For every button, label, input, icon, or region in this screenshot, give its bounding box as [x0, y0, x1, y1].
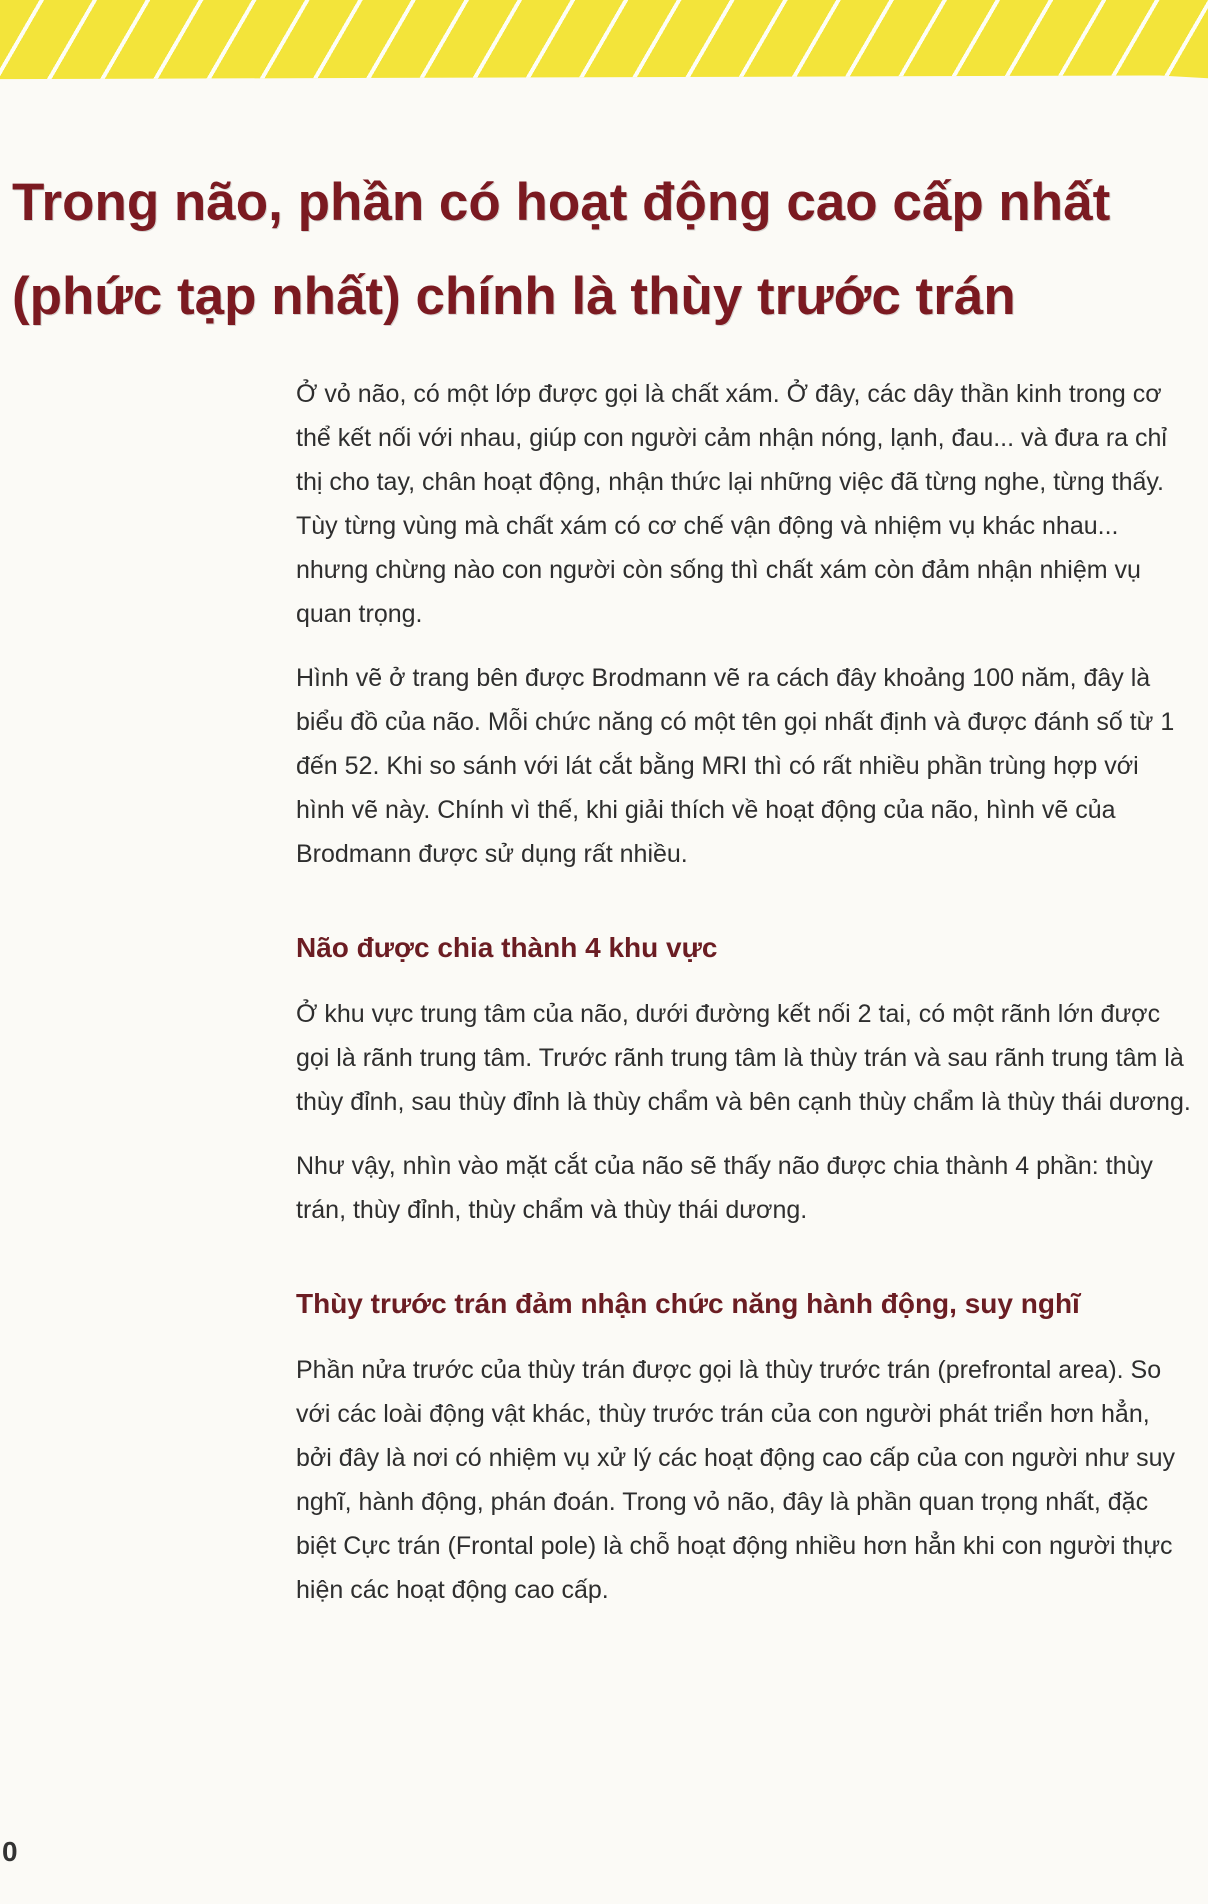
section-heading-four-regions: Não được chia thành 4 khu vực — [296, 932, 718, 963]
section-heading-prefrontal: Thùy trước trán đảm nhận chức năng hành động, suy nghĩ — [296, 1288, 1080, 1319]
paragraph-prefrontal-area: Phần nửa trước của thùy trán được gọi là thùy trước trán (prefrontal area). So với các loài động vật khác, thùy trước trán của con người phát triển hơn hẳn, bởi đây là nơi có nhiệm vụ xử lý các hoạt động cao cấp của con người như suy nghĩ, hành động, phán đoán. Trong vỏ não, đây là phần quan trọng nhất, đặc biệt Cực trán (Frontal pole) là chỗ hoạt động nhiều hơn hẳn khi con người thực hiện các hoạt động cao cấp. — [296, 1356, 1176, 1604]
paragraph-central-sulcus: Ở khu vực trung tâm của não, dưới đường kết nối 2 tai, có một rãnh lớn được gọi là rãnh trung tâm. Trước rãnh trung tâm là thùy trán và sau rãnh trung tâm là thùy đỉnh, sau thùy đỉnh là thùy chẩm và bên cạnh thùy chẩm là thùy thái dương. — [296, 1000, 1191, 1116]
decorative-striped-banner — [0, 0, 1208, 92]
paragraph-four-lobes: Như vậy, nhìn vào mặt cắt của não sẽ thấy não được chia thành 4 phần: thùy trán, thùy đỉnh, thùy chẩm và thùy thái dương. — [296, 1152, 1153, 1224]
paragraph-grey-matter: Ở vỏ não, có một lớp được gọi là chất xám. Ở đây, các dây thần kinh trong cơ thể kết nối với nhau, giúp con người cảm nhận nóng, lạnh, đau... và đưa ra chỉ thị cho tay, chân hoạt động, nhận thức lại những việc đã từng nghe, từng thấy. Tùy từng vùng mà chất xám có cơ chế vận động và nhiệm vụ khác nhau... nhưng chừng nào con người còn sống thì chất xám còn đảm nhận nhiệm vụ quan trọng. — [296, 380, 1167, 628]
page-title: Trong não, phần có hoạt động cao cấp nhất (phức tạp nhất) chính là thùy trước trán — [12, 173, 1111, 326]
main-content — [296, 372, 1191, 1612]
page-number: 0 — [2, 1836, 18, 1867]
paragraph-brodmann: Hình vẽ ở trang bên được Brodmann vẽ ra cách đây khoảng 100 năm, đây là biểu đồ của não. Mỗi chức năng có một tên gọi nhất định và được đánh số từ 1 đến 52. Khi so sánh với lát cắt bằng MRI thì có rất nhiều phần trùng hợp với hình vẽ này. Chính vì thế, khi giải thích về hoạt động của não, hình vẽ của Brodmann được sử dụng rất nhiều. — [296, 664, 1175, 868]
